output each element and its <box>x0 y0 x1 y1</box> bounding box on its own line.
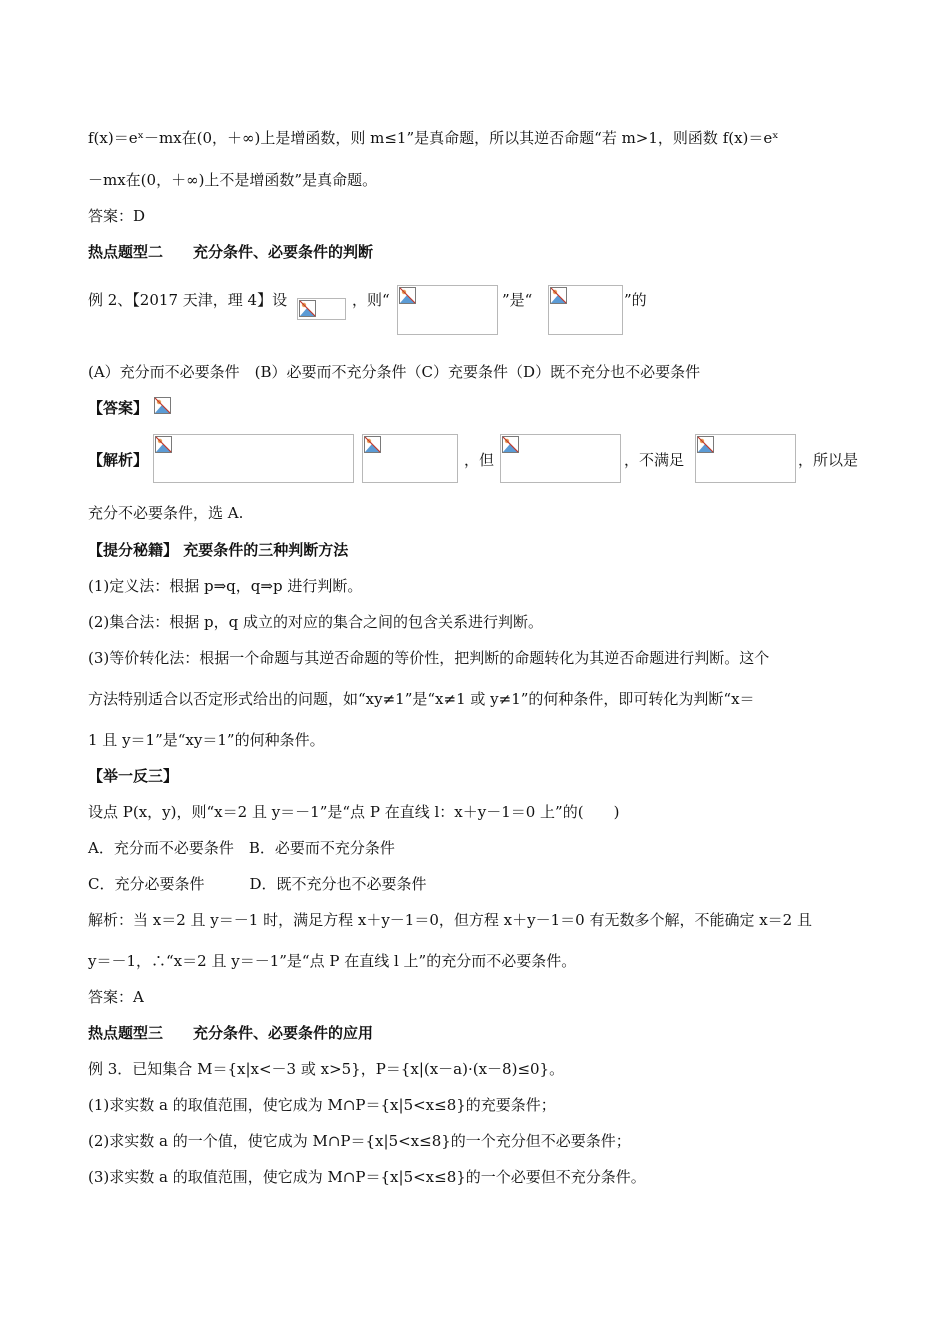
practice-heading: 【举一反三】 <box>88 767 179 785</box>
broken-image-icon <box>364 436 381 453</box>
formula-image <box>153 434 354 483</box>
formula-image <box>154 397 173 416</box>
text-line-14: 设点 P(x，y)，则“x＝2 且 y＝－1”是“点 P 在直线 l：x＋y－1＝0 上”的( ) <box>88 803 620 821</box>
text-line-21: 例 3．已知集合 M＝{x|x<－3 或 x>5}，P＝{x|(x－a)·(x－8)≤0}。 <box>88 1060 565 1078</box>
formula-image <box>548 285 623 335</box>
text-line-9: (2)集合法：根据 p，q 成立的对应的集合之间的包含关系进行判断。 <box>88 613 543 631</box>
example-2-end: ”的 <box>624 291 647 309</box>
analysis-text-3: ，所以是 <box>798 451 859 469</box>
broken-image-icon <box>399 287 416 304</box>
broken-image-icon <box>154 397 171 414</box>
text-line-24: (3)求实数 a 的取值范围，使它成为 M∩P＝{x|5<x≤8}的一个必要但不充分条件。 <box>88 1168 646 1186</box>
answer-label: 【答案】 <box>88 399 149 417</box>
section-heading-2: 热点题型二 充分条件、必要条件的判断 <box>88 243 374 261</box>
text-line-6: 充分不必要条件，选 A. <box>88 504 244 522</box>
text-line-17: 解析：当 x＝2 且 y＝－1 时，满足方程 x＋y－1＝0，但方程 x＋y－1＝0 有无数多个解，不能确定 x＝2 且 <box>88 911 812 929</box>
analysis-text-2: ，不满足 <box>624 451 685 469</box>
formula-image <box>397 285 498 335</box>
section-heading-3: 热点题型三 充分条件、必要条件的应用 <box>88 1024 374 1042</box>
broken-image-icon <box>697 436 714 453</box>
text-line-1: f(x)＝eˣ－mx在(0，＋∞)上是增函数，则 m≤1”是真命题，所以其逆否命题“若 m>1，则函数 f(x)＝eˣ <box>88 129 779 147</box>
example-2-prefix: 例 2、【2017 天津，理 4】设 <box>88 291 288 309</box>
formula-image <box>297 298 346 320</box>
text-line-18: y＝－1，∴“x＝2 且 y＝－1”是“点 P 在直线 l 上”的充分而不必要条件。 <box>88 952 577 970</box>
answer-line-1: 答案：D <box>88 207 146 225</box>
text-line-22: (1)求实数 a 的取值范围，使它成为 M∩P＝{x|5<x≤8}的充要条件； <box>88 1096 556 1114</box>
text-line-2: －mx在(0，＋∞)上不是增函数”是真命题。 <box>88 171 378 189</box>
formula-image <box>500 434 621 483</box>
analysis-text-1: ，但 <box>464 451 495 469</box>
analysis-label: 【解析】 <box>88 451 149 469</box>
text-line-10: (3)等价转化法：根据一个命题与其逆否命题的等价性，把判断的命题转化为其逆否命题进行判断。这个 <box>88 649 770 667</box>
formula-image <box>695 434 796 483</box>
broken-image-icon <box>550 287 567 304</box>
text-line-12: 1 且 y＝1”是“xy＝1”的何种条件。 <box>88 731 325 749</box>
answer-line-2: 答案：A <box>88 988 144 1006</box>
text-line-16: C．充分必要条件 D．既不充分也不必要条件 <box>88 875 427 893</box>
options-line: (A）充分而不必要条件 (B）必要而不充分条件（C）充要条件（D）既不充分也不必要条件 <box>88 363 701 381</box>
broken-image-icon <box>299 300 316 317</box>
text-line-23: (2)求实数 a 的一个值，使它成为 M∩P＝{x|5<x≤8}的一个充分但不必要条件； <box>88 1132 631 1150</box>
text-line-15: A．充分而不必要条件 B．必要而不充分条件 <box>88 839 395 857</box>
example-2-mid1: ，则“ <box>352 291 390 309</box>
text-line-8: (1)定义法：根据 p⇒q，q⇒p 进行判断。 <box>88 577 363 595</box>
broken-image-icon <box>155 436 172 453</box>
formula-image <box>362 434 458 483</box>
broken-image-icon <box>502 436 519 453</box>
example-2-mid2: ”是“ <box>502 291 533 309</box>
tips-heading: 【提分秘籍】 充要条件的三种判断方法 <box>88 541 349 559</box>
text-line-11: 方法特别适合以否定形式给出的问题，如“xy≠1”是“x≠1 或 y≠1”的何种条件，即可转化为判断“x＝ <box>88 690 755 708</box>
